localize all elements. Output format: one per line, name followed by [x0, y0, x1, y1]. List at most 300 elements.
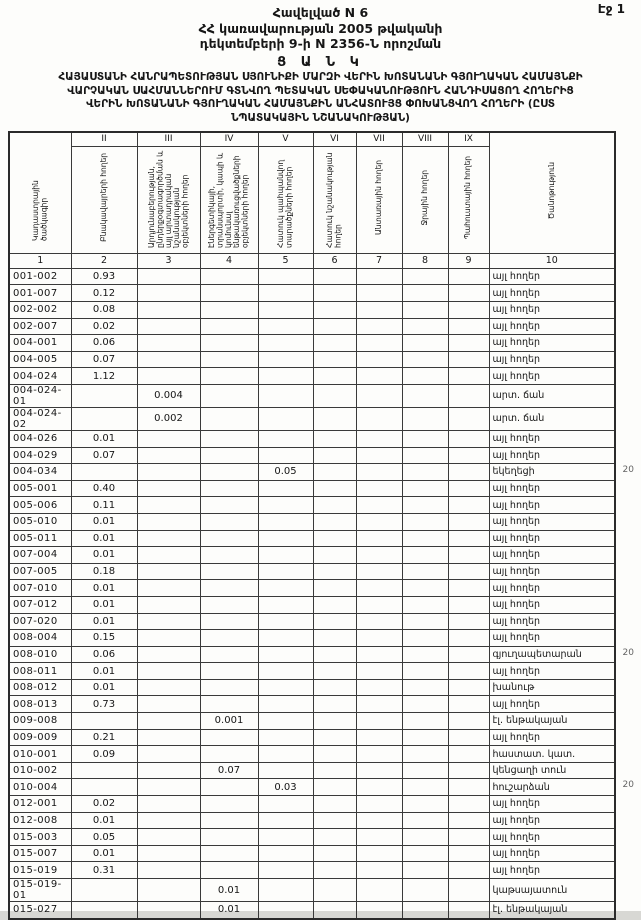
cell-code: 015-007 [9, 845, 71, 862]
cell-col8 [402, 547, 448, 564]
cell-col3 [137, 812, 200, 829]
cell-col5 [258, 530, 313, 547]
cell-col6 [313, 829, 356, 846]
cell-col3 [137, 902, 200, 919]
cell-col5 [258, 762, 313, 779]
cell-col3 [137, 829, 200, 846]
cell-code: 008-004 [9, 630, 71, 647]
cell-col8 [402, 862, 448, 879]
appendix-title: Հավելված N 6 [272, 5, 369, 20]
cell-col6 [313, 663, 356, 680]
cell-col5 [258, 796, 313, 813]
cell-col3 [137, 879, 200, 902]
cell-col2: 0.21 [71, 729, 137, 746]
cell-col9 [448, 779, 489, 796]
table-row [9, 447, 615, 464]
col-header-note [489, 132, 615, 254]
cell-col6 [313, 497, 356, 514]
margin-note: 20 [622, 465, 634, 476]
cell-col7 [356, 302, 402, 319]
document-subtitle [0, 71, 641, 126]
table-row [9, 563, 615, 580]
cell-note: այլ հողեր [489, 630, 615, 647]
cell-col4 [200, 513, 258, 530]
cell-col4 [200, 530, 258, 547]
cell-col9 [448, 513, 489, 530]
cell-col4 [200, 812, 258, 829]
table-row [9, 845, 615, 862]
table-row [9, 335, 615, 352]
cell-col8 [402, 480, 448, 497]
cell-col8 [402, 746, 448, 763]
cell-col6 [313, 713, 356, 730]
cell-col9 [448, 713, 489, 730]
cell-col7 [356, 464, 402, 481]
margin-note: 20 [622, 647, 634, 658]
cell-col3 [137, 513, 200, 530]
cell-col2: 0.01 [71, 596, 137, 613]
cell-col5 [258, 268, 313, 285]
cell-col3 [137, 746, 200, 763]
cell-note: կենցաղի տուն [489, 762, 615, 779]
table-row [9, 285, 615, 302]
col-header-9-label: Պահուստային հողեր [463, 156, 473, 240]
table-row [9, 713, 615, 730]
cell-col6 [313, 368, 356, 385]
cell-col7 [356, 268, 402, 285]
cell-col2 [71, 902, 137, 919]
cell-code: 004-024 [9, 368, 71, 385]
cell-col5 [258, 746, 313, 763]
cell-note: այլ հողեր [489, 829, 615, 846]
cell-col8 [402, 318, 448, 335]
cell-note: հուշարձան 20 [489, 779, 615, 796]
cell-col2: 0.05 [71, 829, 137, 846]
cell-col6 [313, 480, 356, 497]
cell-col3 [137, 563, 200, 580]
cell-col3 [137, 696, 200, 713]
cell-col5 [258, 729, 313, 746]
cell-col4 [200, 779, 258, 796]
cell-col9 [448, 464, 489, 481]
cell-code: 009-008 [9, 713, 71, 730]
cell-col2: 0.01 [71, 679, 137, 696]
cell-col9 [448, 407, 489, 430]
cell-col4 [200, 497, 258, 514]
col-header-2 [71, 146, 137, 253]
cell-col5 [258, 862, 313, 879]
cell-col4 [200, 796, 258, 813]
cell-col7 [356, 580, 402, 597]
cell-col8 [402, 335, 448, 352]
cell-code: 002-007 [9, 318, 71, 335]
cell-col6 [313, 318, 356, 335]
cell-col2: 0.01 [71, 663, 137, 680]
cell-col4 [200, 407, 258, 430]
cell-col3 [137, 779, 200, 796]
cell-col4 [200, 351, 258, 368]
cell-col5: 0.05 [258, 464, 313, 481]
cell-col9 [448, 845, 489, 862]
cell-col6 [313, 430, 356, 447]
table-row [9, 679, 615, 696]
cell-col9 [448, 862, 489, 879]
cell-col7 [356, 862, 402, 879]
col-number-8: 8 [402, 253, 448, 268]
cell-col5 [258, 407, 313, 430]
cell-col8 [402, 563, 448, 580]
cell-col2: 0.01 [71, 613, 137, 630]
cell-col5 [258, 580, 313, 597]
cell-col2: 0.01 [71, 812, 137, 829]
cell-col2: 0.73 [71, 696, 137, 713]
cell-col3 [137, 430, 200, 447]
cell-note: գյուղապետարան 20 [489, 646, 615, 663]
cell-col9 [448, 613, 489, 630]
cell-col3 [137, 729, 200, 746]
cell-col5 [258, 318, 313, 335]
cell-col8 [402, 447, 448, 464]
cell-col7 [356, 285, 402, 302]
col-header-2-label: Բնակավայրերի հողեր [98, 153, 108, 243]
cell-code: 001-007 [9, 285, 71, 302]
cell-col8 [402, 285, 448, 302]
col-number-3: 3 [137, 253, 200, 268]
cell-code: 015-019 [9, 862, 71, 879]
decree-line-1: ՀՀ կառավարության 2005 թվականի [198, 20, 443, 36]
page-number-label: Էջ 1 [597, 2, 625, 16]
cell-col7 [356, 563, 402, 580]
cell-col6 [313, 335, 356, 352]
col-header-4 [200, 146, 258, 253]
cell-col3 [137, 547, 200, 564]
cell-col9 [448, 679, 489, 696]
cell-col8 [402, 879, 448, 902]
cell-note: այլ հողեր [489, 696, 615, 713]
cell-col5 [258, 351, 313, 368]
cell-col3 [137, 679, 200, 696]
col-number-10: 10 [489, 253, 615, 268]
cell-col6 [313, 796, 356, 813]
cell-col4 [200, 318, 258, 335]
cell-col3 [137, 447, 200, 464]
cell-col3 [137, 335, 200, 352]
cell-col8 [402, 696, 448, 713]
col-header-5 [258, 146, 313, 253]
cell-col6 [313, 613, 356, 630]
roman-numeral-3: III [137, 132, 200, 147]
cell-col9 [448, 302, 489, 319]
cell-col6 [313, 563, 356, 580]
cell-note: այլ հողեր [489, 530, 615, 547]
cell-col2: 0.01 [71, 547, 137, 564]
cell-col4 [200, 829, 258, 846]
cell-note: այլ հողեր [489, 368, 615, 385]
cell-col9 [448, 335, 489, 352]
table-row [9, 464, 615, 481]
cell-col6 [313, 351, 356, 368]
cell-note: եկեղեցի 20 [489, 464, 615, 481]
cell-col8 [402, 713, 448, 730]
cell-col3 [137, 862, 200, 879]
cell-note: խանութ [489, 679, 615, 696]
cell-col5 [258, 696, 313, 713]
table-row [9, 696, 615, 713]
table-row [9, 351, 615, 368]
cell-note: այլ հողեր [489, 335, 615, 352]
cell-col8 [402, 845, 448, 862]
table-row [9, 879, 615, 902]
cell-col7 [356, 497, 402, 514]
cell-code: 004-005 [9, 351, 71, 368]
cell-col2: 0.09 [71, 746, 137, 763]
cell-col4 [200, 696, 258, 713]
cell-col4 [200, 580, 258, 597]
cell-code: 015-003 [9, 829, 71, 846]
cell-col3 [137, 497, 200, 514]
cell-col7 [356, 779, 402, 796]
col-header-6-label: Հատուկ նշանակության հողեր [325, 152, 343, 248]
table-row [9, 902, 615, 919]
cell-col9 [448, 368, 489, 385]
cell-col6 [313, 630, 356, 647]
document-title: Ց Ա Ն Կ [277, 54, 364, 70]
cell-code: 008-011 [9, 663, 71, 680]
cell-col4: 0.001 [200, 713, 258, 730]
cell-code: 007-005 [9, 563, 71, 580]
cell-col9 [448, 902, 489, 919]
cell-col4: 0.01 [200, 879, 258, 902]
cell-col5 [258, 713, 313, 730]
cell-code: 007-004 [9, 547, 71, 564]
cell-col8 [402, 812, 448, 829]
cell-col2 [71, 407, 137, 430]
cell-col6 [313, 513, 356, 530]
cell-col4 [200, 302, 258, 319]
cell-col3 [137, 302, 200, 319]
table-head [9, 132, 615, 269]
cell-col5 [258, 845, 313, 862]
cell-col3 [137, 530, 200, 547]
cell-code: 012-001 [9, 796, 71, 813]
cell-col8 [402, 829, 448, 846]
cell-col7 [356, 547, 402, 564]
subtitle-line-2: ՎԱՐՉԱԿԱՆ ՍԱՀՄԱՆՆԵՐՈՒՄ ԳՏՆՎՈՂ ՊԵՏԱԿԱՆ ՍԵՓԱԿԱՆՈՒԹՅՈՒՆ ՀԱՆԴԻՍԱՑՈՂ ՀՈՂԵՐԻՑ [67, 84, 574, 97]
col-header-5-label: Հատուկ պահպանվող տարածքների հողեր [276, 159, 294, 248]
col-header-code-label: Կադաստրային ծածկագիր [30, 180, 49, 241]
cell-col6 [313, 679, 356, 696]
cell-col7 [356, 746, 402, 763]
cell-col2 [71, 384, 137, 407]
cell-col4 [200, 447, 258, 464]
cell-note: այլ հողեր [489, 663, 615, 680]
cell-code: 004-034 [9, 464, 71, 481]
cell-col5 [258, 480, 313, 497]
cell-col7 [356, 630, 402, 647]
cell-col9 [448, 596, 489, 613]
table-row [9, 318, 615, 335]
cell-col3 [137, 480, 200, 497]
cell-col4 [200, 464, 258, 481]
table-row [9, 580, 615, 597]
cell-code: 005-001 [9, 480, 71, 497]
cell-col3 [137, 285, 200, 302]
cell-col4 [200, 335, 258, 352]
cell-col8 [402, 513, 448, 530]
col-header-6 [313, 146, 356, 253]
roman-numeral-9: IX [448, 132, 489, 147]
cell-col3 [137, 596, 200, 613]
cell-col5 [258, 812, 313, 829]
cell-col7 [356, 351, 402, 368]
cell-col8 [402, 580, 448, 597]
cell-col6 [313, 779, 356, 796]
table-row [9, 862, 615, 879]
cell-col7 [356, 368, 402, 385]
table-row [9, 430, 615, 447]
cell-col8 [402, 679, 448, 696]
land-parcels-table [8, 131, 634, 920]
cell-col6 [313, 407, 356, 430]
cell-note: այլ հողեր [489, 351, 615, 368]
col-header-4-label: Էներգետիկայի, տրանսպորտի, կապի և կոմունալ ենթակառուցվածքների օբյեկտների հողեր [207, 152, 250, 248]
cell-col9 [448, 530, 489, 547]
cell-col2: 0.08 [71, 302, 137, 319]
cell-col6 [313, 464, 356, 481]
decree-line-2: դեկտեմբերի 9-ի N 2356-Ն որոշման [199, 36, 442, 52]
cell-col5 [258, 630, 313, 647]
cell-col9 [448, 812, 489, 829]
cell-note: այլ հողեր [489, 613, 615, 630]
cell-col7 [356, 335, 402, 352]
cell-code: 005-006 [9, 497, 71, 514]
cell-col4 [200, 368, 258, 385]
cell-col9 [448, 646, 489, 663]
cell-col5 [258, 879, 313, 902]
table-row [9, 746, 615, 763]
cell-col2 [71, 713, 137, 730]
cell-note: էլ. ենթակայան [489, 902, 615, 919]
col-number-4: 4 [200, 253, 258, 268]
cell-col6 [313, 696, 356, 713]
cell-col4 [200, 563, 258, 580]
cell-col8 [402, 464, 448, 481]
cell-col3 [137, 580, 200, 597]
col-header-note-label: Ծանոթություն [546, 162, 556, 220]
subtitle-line-3: ՎԵՐԻՆ ԽՈՏԱՆԱՆԻ ԳՅՈՒՂԱԿԱՆ ՀԱՄԱՅՆՔԻՆ ԱՆՀԱՏՈՒՅՑ ՓՈԽԱՆՑՎՈՂ ՀՈՂԵՐԻ (ԸՍՏ [86, 98, 555, 111]
cell-col2: 0.12 [71, 285, 137, 302]
cell-code: 008-010 [9, 646, 71, 663]
cell-code: 010-001 [9, 746, 71, 763]
cell-col5 [258, 368, 313, 385]
cell-col7 [356, 696, 402, 713]
cell-note: այլ հողեր [489, 796, 615, 813]
cell-col4 [200, 679, 258, 696]
margin-note: 20 [622, 780, 634, 791]
cell-col6 [313, 596, 356, 613]
cell-col5 [258, 679, 313, 696]
cell-col6 [313, 530, 356, 547]
cell-code: 007-020 [9, 613, 71, 630]
cell-col6 [313, 268, 356, 285]
cell-col2: 0.02 [71, 796, 137, 813]
cell-col2: 0.01 [71, 530, 137, 547]
cell-code: 008-013 [9, 696, 71, 713]
cell-col8 [402, 430, 448, 447]
cell-col6 [313, 879, 356, 902]
cell-code: 007-010 [9, 580, 71, 597]
cell-col4 [200, 547, 258, 564]
roman-numeral-8: VIII [402, 132, 448, 147]
cell-col4 [200, 480, 258, 497]
col-number-1: 1 [9, 253, 71, 268]
cell-col4 [200, 845, 258, 862]
cell-col9 [448, 762, 489, 779]
cell-col8 [402, 663, 448, 680]
cell-col2: 0.01 [71, 513, 137, 530]
cell-col2: 0.02 [71, 318, 137, 335]
cell-note: այլ հողեր [489, 268, 615, 285]
cell-col4 [200, 384, 258, 407]
cell-col6 [313, 646, 356, 663]
col-header-7-label: Անտառային հողեր [373, 160, 383, 236]
cell-col5 [258, 902, 313, 919]
cell-note: այլ հողեր [489, 285, 615, 302]
roman-numeral-4: IV [200, 132, 258, 147]
cell-col7 [356, 480, 402, 497]
col-number-5: 5 [258, 253, 313, 268]
cell-col5 [258, 596, 313, 613]
cell-code: 008-012 [9, 679, 71, 696]
table-row [9, 384, 615, 407]
roman-row [9, 132, 615, 147]
cell-code: 007-012 [9, 596, 71, 613]
cell-code: 009-009 [9, 729, 71, 746]
cell-col5 [258, 497, 313, 514]
cell-col3 [137, 630, 200, 647]
cell-code: 015-027 [9, 902, 71, 919]
cell-code: 004-024-02 [9, 407, 71, 430]
cell-col2: 0.40 [71, 480, 137, 497]
cell-col9 [448, 384, 489, 407]
cell-col7 [356, 829, 402, 846]
cell-col2: 0.06 [71, 335, 137, 352]
cell-col7 [356, 613, 402, 630]
cell-col2: 0.07 [71, 351, 137, 368]
cell-col3 [137, 646, 200, 663]
cell-col8 [402, 902, 448, 919]
cell-col7 [356, 513, 402, 530]
cell-col2: 0.18 [71, 563, 137, 580]
cell-col4 [200, 630, 258, 647]
cell-col7 [356, 679, 402, 696]
cell-col8 [402, 368, 448, 385]
cell-note: այլ հողեր [489, 845, 615, 862]
table-row [9, 302, 615, 319]
cell-col4 [200, 663, 258, 680]
table-row [9, 796, 615, 813]
cell-note: այլ հողեր [489, 447, 615, 464]
cell-col9 [448, 318, 489, 335]
cell-col7 [356, 646, 402, 663]
cell-col9 [448, 729, 489, 746]
cell-col7 [356, 384, 402, 407]
cell-col6 [313, 547, 356, 564]
cell-col9 [448, 796, 489, 813]
cell-note: արտ. ճան [489, 407, 615, 430]
cell-col6 [313, 812, 356, 829]
cell-col8 [402, 729, 448, 746]
